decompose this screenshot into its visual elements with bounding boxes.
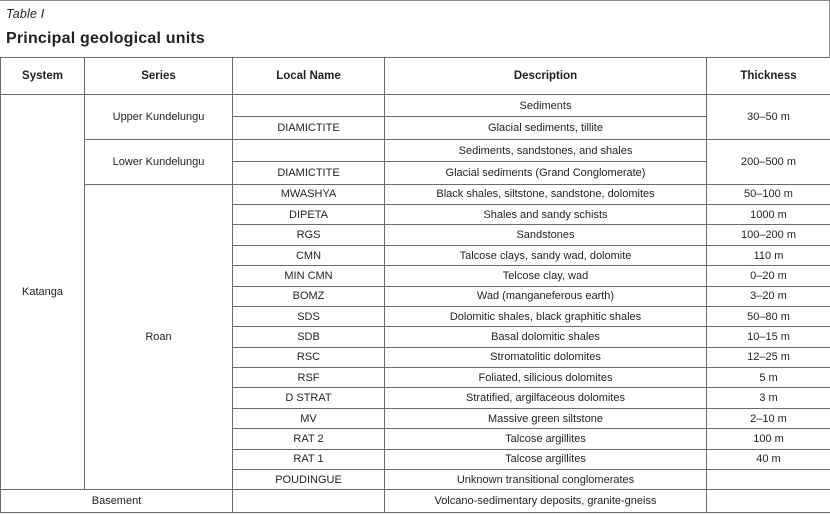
cell-series-upper-kundelungu: Upper Kundelungu bbox=[85, 95, 233, 140]
cell-local-name: DIPETA bbox=[233, 205, 385, 225]
column-header-series: Series bbox=[85, 58, 233, 95]
cell-thickness: 0–20 m bbox=[707, 266, 830, 286]
cell-thickness: 110 m bbox=[707, 245, 830, 265]
cell-system-katanga: Katanga bbox=[1, 95, 85, 490]
cell-description: Glacial sediments, tillite bbox=[385, 117, 707, 139]
page-top-rule bbox=[0, 0, 830, 1]
cell-thickness: 1000 m bbox=[707, 205, 830, 225]
cell-local-name: CMN bbox=[233, 245, 385, 265]
cell-description: Telcose clay, wad bbox=[385, 266, 707, 286]
table-caption: Table I bbox=[6, 7, 45, 21]
cell-local-name: MWASHYA bbox=[233, 184, 385, 204]
cell-description: Talcose clays, sandy wad, dolomite bbox=[385, 245, 707, 265]
cell-series-roan: Roan bbox=[85, 184, 233, 490]
cell-local-name: BOMZ bbox=[233, 286, 385, 306]
cell-local-name bbox=[233, 490, 385, 513]
cell-local-name bbox=[233, 95, 385, 117]
cell-local-name: DIAMICTITE bbox=[233, 162, 385, 184]
cell-description: Sediments bbox=[385, 95, 707, 117]
cell-thickness: 50–80 m bbox=[707, 306, 830, 326]
geological-units-table bbox=[0, 57, 830, 513]
cell-local-name: RAT 1 bbox=[233, 449, 385, 469]
cell-thickness: 30–50 m bbox=[707, 95, 830, 140]
cell-thickness: 5 m bbox=[707, 368, 830, 388]
cell-description: Dolomitic shales, black graphitic shales bbox=[385, 306, 707, 326]
cell-local-name: SDB bbox=[233, 327, 385, 347]
cell-thickness: 50–100 m bbox=[707, 184, 830, 204]
cell-thickness: 100–200 m bbox=[707, 225, 830, 245]
cell-description: Basal dolomitic shales bbox=[385, 327, 707, 347]
table-row-basement bbox=[1, 490, 830, 513]
header-row bbox=[1, 58, 830, 95]
cell-local-name: POUDINGUE bbox=[233, 469, 385, 489]
cell-local-name: D STRAT bbox=[233, 388, 385, 408]
column-header-thickness: Thickness bbox=[707, 58, 830, 95]
cell-thickness bbox=[707, 469, 830, 489]
cell-local-name: MIN CMN bbox=[233, 266, 385, 286]
cell-thickness: 3–20 m bbox=[707, 286, 830, 306]
column-header-description: Description bbox=[385, 58, 707, 95]
cell-description: Foliated, silicious dolomites bbox=[385, 368, 707, 388]
cell-description: Talcose argillites bbox=[385, 449, 707, 469]
cell-description: Talcose argillites bbox=[385, 429, 707, 449]
column-header-local-name: Local Name bbox=[233, 58, 385, 95]
cell-local-name bbox=[233, 139, 385, 161]
cell-local-name: MV bbox=[233, 408, 385, 428]
cell-thickness: 100 m bbox=[707, 429, 830, 449]
cell-thickness: 10–15 m bbox=[707, 327, 830, 347]
cell-description: Black shales, siltstone, sandstone, dolomites bbox=[385, 184, 707, 204]
cell-series-lower-kundelungu: Lower Kundelungu bbox=[85, 139, 233, 184]
cell-description: Volcano-sedimentary deposits, granite-gneiss bbox=[385, 490, 707, 513]
cell-local-name: RSF bbox=[233, 368, 385, 388]
table-row bbox=[1, 139, 830, 161]
column-header-system: System bbox=[1, 58, 85, 95]
cell-local-name: RAT 2 bbox=[233, 429, 385, 449]
table-row bbox=[1, 95, 830, 117]
cell-thickness: 40 m bbox=[707, 449, 830, 469]
cell-local-name: RGS bbox=[233, 225, 385, 245]
table-title: Principal geological units bbox=[6, 30, 206, 47]
cell-thickness: 3 m bbox=[707, 388, 830, 408]
cell-description: Sandstones bbox=[385, 225, 707, 245]
cell-local-name: DIAMICTITE bbox=[233, 117, 385, 139]
cell-thickness bbox=[707, 490, 830, 513]
cell-description: Shales and sandy schists bbox=[385, 205, 707, 225]
cell-system-basement: Basement bbox=[1, 490, 233, 513]
cell-description: Sediments, sandstones, and shales bbox=[385, 139, 707, 161]
cell-thickness: 12–25 m bbox=[707, 347, 830, 367]
cell-thickness: 200–500 m bbox=[707, 139, 830, 184]
cell-description: Glacial sediments (Grand Conglomerate) bbox=[385, 162, 707, 184]
cell-thickness: 2–10 m bbox=[707, 408, 830, 428]
cell-description: Wad (manganeferous earth) bbox=[385, 286, 707, 306]
table-row bbox=[1, 184, 830, 204]
cell-description: Stromatolitic dolomites bbox=[385, 347, 707, 367]
cell-description: Unknown transitional conglomerates bbox=[385, 469, 707, 489]
cell-description: Massive green siltstone bbox=[385, 408, 707, 428]
cell-local-name: SDS bbox=[233, 306, 385, 326]
cell-description: Stratified, argilfaceous dolomites bbox=[385, 388, 707, 408]
cell-local-name: RSC bbox=[233, 347, 385, 367]
